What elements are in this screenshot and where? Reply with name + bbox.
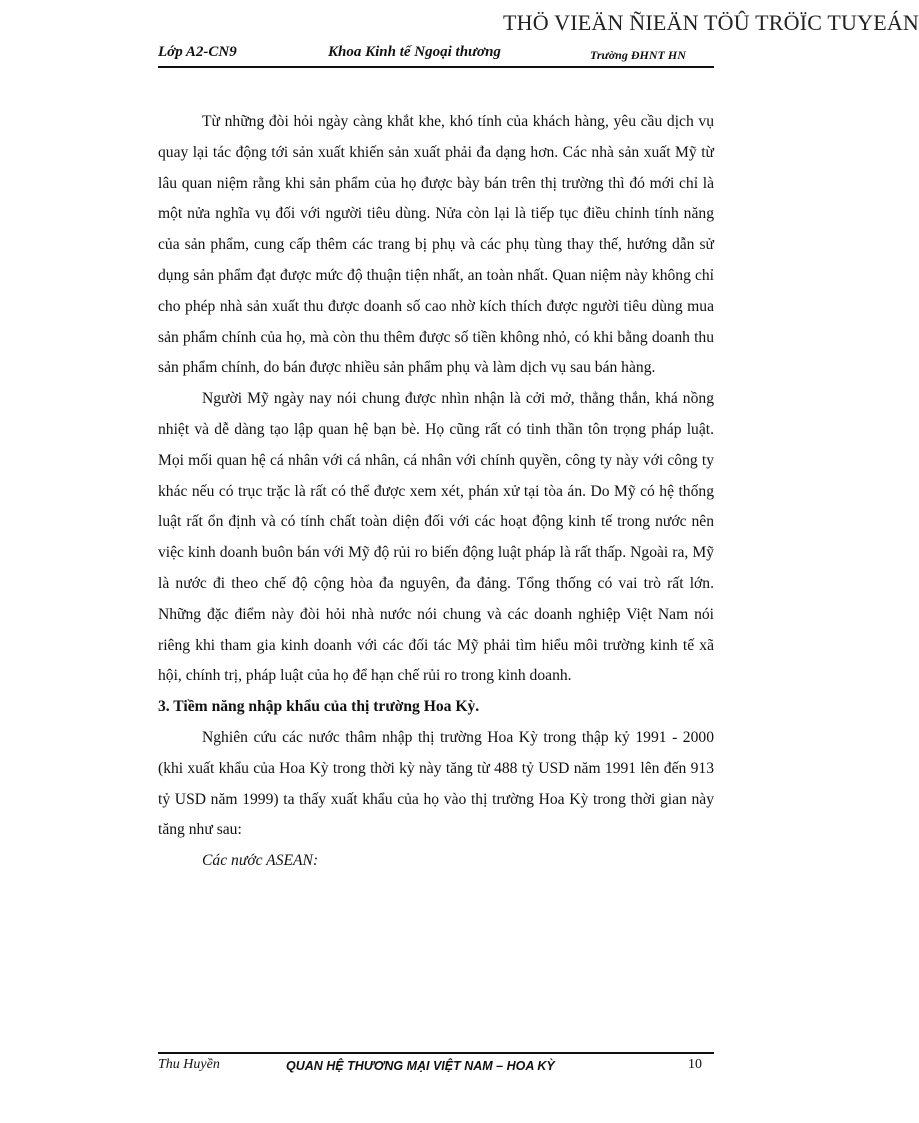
header-class: Lớp A2-CN9 <box>158 44 237 60</box>
page-header <box>158 44 714 68</box>
footer-title: QUAN HỆ THƯƠNG MẠI VIỆT NAM – HOA KỲ <box>286 1059 555 1073</box>
header-rule <box>158 66 714 68</box>
section-heading: 3. Tiềm năng nhập khẩu của thị trường Hoa Kỳ. <box>158 698 480 716</box>
paragraph-3: Nghiên cứu các nước thâm nhập thị trường Hoa Kỳ trong thập kỷ 1991 - 2000 (khi xuất khẩu của Hoa Kỳ trong thời kỳ này tăng từ 488 tỷ USD năm 1991 lên đến 913 tỷ USD năm 1999) ta thấy xuất khẩu của họ vào thị trường Hoa Kỳ trong thời gian này tăng như sau: <box>158 728 714 839</box>
document-body <box>158 107 714 877</box>
footer-rule <box>158 1052 714 1054</box>
header-school: Trường ĐHNT HN <box>590 48 686 62</box>
paragraph-1: Từ những đòi hỏi ngày càng khắt khe, khó tính của khách hàng, yêu cầu dịch vụ quay lại tác động tới sản xuất khiến sản xuất phải đa dạng hơn. Các nhà sản xuất Mỹ từ lâu quan niệm rằng khi sản phẩm của họ được bày bán trên thị trường thì đó mới chỉ là một nửa nghĩa vụ đối với người tiêu dùng. Nửa còn lại là tiếp tục điều chỉnh tính năng của sản phẩm, cung cấp thêm các trang bị phụ và các phụ tùng thay thế, hướng dẫn sử dụng sản phẩm đạt được mức độ thuận tiện nhất, an toàn nhất. Quan niệm này không chỉ cho phép nhà sản xuất thu được doanh số cao nhờ kích thích được người tiêu dùng mua sản phẩm chính của họ, mà còn thu thêm được số tiền không nhỏ, có khi bằng doanh thu sản phẩm chính, do bán được nhiều sản phẩm phụ và làm dịch vụ sau bán hàng. <box>158 113 714 377</box>
footer-author: Thu Huyền <box>158 1057 220 1072</box>
subheading-asean: Các nước ASEAN: <box>202 852 319 870</box>
library-watermark: THÖ VIEÄN ÑIEÄN TÖÛ TRÖÏC TUYEÁN <box>503 10 919 35</box>
header-faculty: Khoa Kinh tế Ngoại thương <box>328 44 501 60</box>
page-footer <box>158 1057 714 1077</box>
paragraph-2: Người Mỹ ngày nay nói chung được nhìn nhận là cởi mở, thẳng thắn, khá nồng nhiệt và dễ dàng tạo lập quan hệ bạn bè. Họ cũng rất có tinh thần tôn trọng pháp luật. Mọi mối quan hệ cá nhân với cá nhân, cá nhân với chính quyền, công ty này với công ty khác nếu có trục trặc là rất có thể được xem xét, phán xử tại tòa án. Do Mỹ có hệ thống luật rất ổn định và có tính chất toàn diện đối với các hoạt động kinh tế trong nước nên việc kinh doanh buôn bán với Mỹ độ rủi ro biến động luật pháp là rất thấp. Ngoài ra, Mỹ là nước đi theo chế độ cộng hòa đa nguyên, đa đảng. Tổng thống có vai trò rất lớn. Những đặc điểm này đòi hỏi nhà nước nói chung và các doanh nghiệp Việt Nam nói riêng khi tham gia kinh doanh với các đối tác Mỹ phải tìm hiểu môi trường kinh tế xã hội, chính trị, pháp luật của họ để hạn chế rủi ro trong kinh doanh. <box>158 390 714 685</box>
page-number: 10 <box>688 1057 702 1072</box>
